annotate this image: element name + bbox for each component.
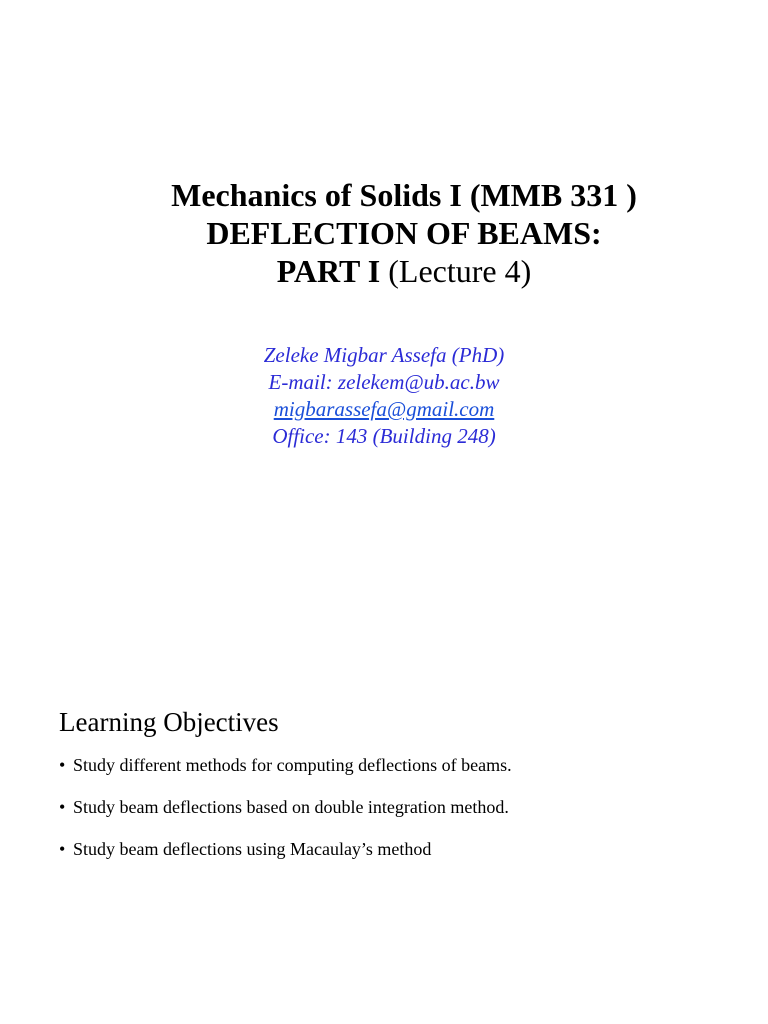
objective-item (59, 796, 512, 818)
author-email-alt-link[interactable]: migbarassefa@gmail.com (273, 397, 495, 421)
topic-title: DEFLECTION OF BEAMS: (206, 215, 602, 251)
objective-item (59, 838, 512, 860)
author-name: Zeleke Migbar Assefa (PhD) (263, 343, 505, 367)
course-title: Mechanics of Solids I (MMB 331 ) (171, 177, 637, 213)
objective-item (59, 754, 512, 776)
title-block (0, 176, 768, 290)
objective-text: Study beam deflections based on double integration method. (73, 797, 509, 817)
bullet-icon: • (59, 839, 66, 859)
bullet-icon: • (59, 755, 66, 775)
author-email-alt-line (0, 396, 768, 423)
bullet-icon: • (59, 797, 66, 817)
lecture-label: (Lecture 4) (380, 253, 532, 289)
objective-text: Study beam deflections using Macaulay’s method (73, 839, 432, 859)
objectives-heading: Learning Objectives (59, 707, 279, 737)
author-info (0, 342, 768, 450)
part-title (40, 252, 768, 290)
author-email: E-mail: zelekem@ub.ac.bw (268, 370, 500, 394)
author-office: Office: 143 (Building 248) (272, 424, 496, 448)
part-label: PART I (276, 253, 381, 289)
objectives-list (59, 754, 512, 860)
objective-text: Study different methods for computing deflections of beams. (73, 755, 512, 775)
